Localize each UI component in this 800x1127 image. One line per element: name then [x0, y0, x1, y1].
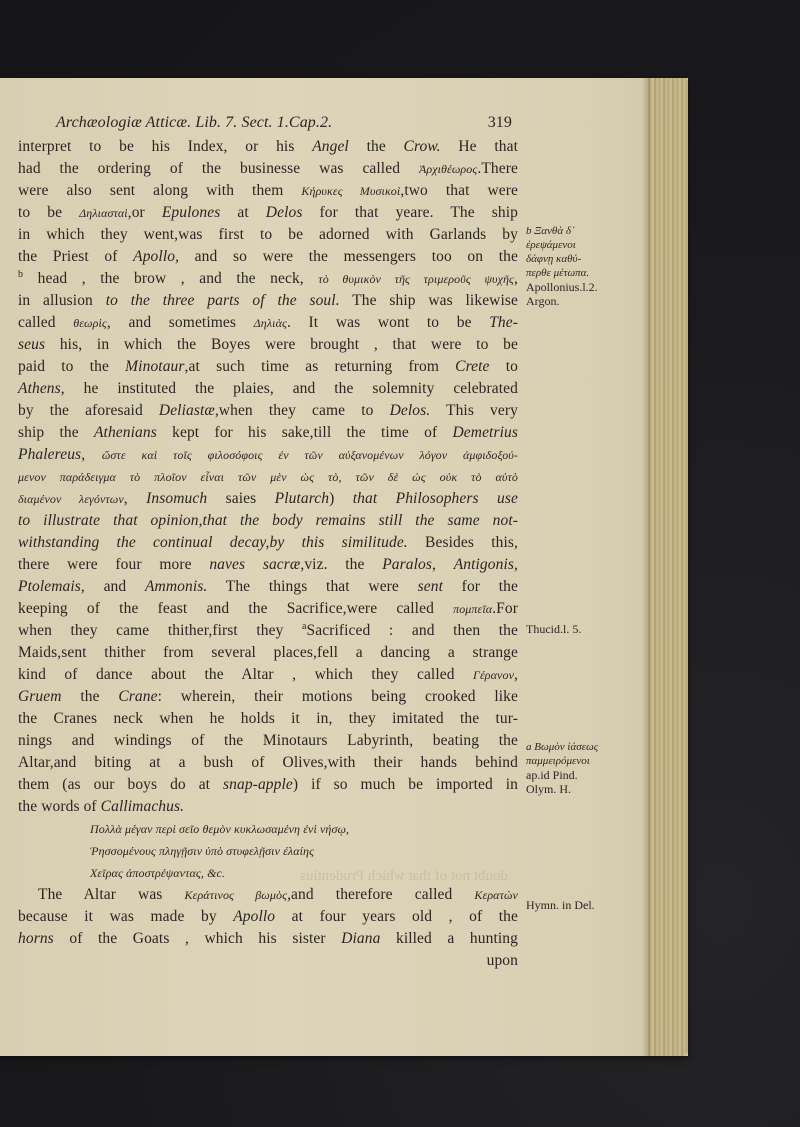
text-run: them (as our boys do at	[18, 776, 223, 793]
margin-note-line: Apollonius.l.2.	[526, 280, 598, 294]
text-line	[18, 356, 518, 378]
text-run: ship the	[18, 424, 94, 441]
text-line	[18, 510, 518, 532]
text-run: ,and therefore called	[287, 886, 475, 903]
text-run: .For	[492, 600, 518, 617]
text-run: because it was made by	[18, 908, 234, 925]
text-run: ,two that were	[400, 182, 518, 199]
text-run: The ship was likewise	[339, 292, 518, 309]
quotation-line: Πολλὰ μέγαν περὶ σεῖο θεμὸν κυκλωσαμένη ἐνὶ νήσῳ,	[90, 822, 350, 836]
text-run: when they came thither,first they	[18, 622, 302, 639]
text-line	[18, 730, 518, 752]
text-run: snap-apple	[223, 776, 293, 793]
note-pind	[526, 768, 578, 796]
text-run: keeping of the feast and the Sacrifice,were called	[18, 600, 454, 617]
text-run: Maids,sent thither from several places,fell a dancing a strange	[18, 644, 518, 661]
text-run: ,	[81, 446, 102, 463]
text-run: ,viz. the	[300, 556, 383, 573]
text-run: Insomuch	[146, 490, 208, 507]
text-run: ,	[514, 270, 518, 287]
text-run: kept for his sake,till the time of	[156, 424, 453, 441]
text-line	[18, 466, 518, 488]
text-run: Ptolemais	[18, 578, 81, 595]
text-line	[18, 906, 518, 928]
margin-note-line: περθε μέτωπα.	[526, 267, 590, 279]
callimachus-quotation	[18, 818, 518, 884]
text-line	[18, 884, 518, 906]
main-text-column	[18, 112, 518, 972]
text-run: there were four more	[18, 556, 210, 573]
text-run: the	[348, 138, 404, 155]
text-run: to illustrate that opinion,that the body remains still the same not-	[18, 512, 518, 529]
text-run: withstanding the continual decay,by this similitude.	[18, 534, 408, 551]
text-run: , and so were the messengers too on the	[175, 248, 518, 265]
margin-note-line: Olym. H.	[526, 782, 571, 796]
greek-text: Κήρυκες Μυσικοὶ	[301, 184, 401, 198]
text-run: ,	[514, 666, 518, 683]
text-line	[18, 752, 518, 774]
text-run: The Altar was	[38, 886, 185, 903]
text-run: naves sacræ	[209, 556, 301, 573]
greek-text: Κερατὼν	[474, 888, 518, 902]
greek-text: Κεράτινος βωμὸς	[184, 888, 288, 902]
greek-text: Γέρανον	[473, 668, 515, 682]
page-number: 319	[487, 114, 512, 131]
text-run: Apollo	[133, 248, 176, 265]
text-line	[18, 378, 518, 400]
text-line	[18, 620, 518, 642]
text-run: Athens	[18, 380, 61, 397]
text-run: for that yeare. The ship	[302, 204, 518, 221]
greek-text: τὸ θυμικὸν τῆς τριμεροῦς ψυχῆς	[318, 272, 515, 286]
footnote-marker: a	[302, 620, 307, 632]
text-run: seus	[18, 336, 46, 353]
text-run: , he instituted the plaies, and the solemnity celebrated	[60, 380, 518, 397]
text-run: that Philosophers use	[352, 490, 518, 507]
text-run: the	[61, 688, 119, 705]
text-run: Sacrificed : and then the	[306, 622, 518, 639]
text-line	[18, 928, 518, 950]
text-run: ,	[123, 490, 147, 507]
text-line	[18, 642, 518, 664]
text-line	[18, 444, 518, 466]
margin-note-line: ap.id Pind.	[526, 768, 578, 782]
greek-text: Δηλιὰς	[253, 316, 287, 330]
text-run: : wherein, their motions being crooked like	[157, 688, 519, 705]
text-run: the Cranes neck when he holds it in, they imitated the tur-	[18, 710, 518, 727]
margin-note-line: δάφνῃ καθύ-	[526, 253, 582, 265]
text-line	[18, 554, 518, 576]
show-through-text: doubt not of that which Prudentius	[300, 868, 508, 884]
greek-text: πομπεῖα	[453, 602, 493, 616]
margin-note-line: b Ξανθὰ δ᾽	[526, 225, 575, 237]
text-run: the words of	[18, 798, 101, 815]
text-run: killed a hunting	[380, 930, 518, 947]
running-head	[18, 112, 518, 136]
text-line	[18, 796, 518, 818]
text-run: Gruem	[18, 688, 62, 705]
body-paragraph	[18, 136, 518, 818]
text-run: ,at such time as returning from	[184, 358, 456, 375]
quotation-line: Ῥησσομένους πληγῇσιν ὑπὸ στυφελῇσιν ἐλαίης	[90, 844, 315, 858]
text-run: in allusion	[18, 292, 106, 309]
text-line	[18, 708, 518, 730]
note-hymn	[526, 898, 595, 912]
text-run: Athenians	[93, 424, 157, 441]
note-apollonius	[526, 280, 598, 308]
margin-note-line: παμμειρόμενοι	[526, 755, 590, 767]
text-line	[18, 664, 518, 686]
quotation-line: Χεῖρας ἀποστρέψαντας, &c.	[90, 866, 226, 880]
text-run: for the	[442, 578, 518, 595]
text-run: to	[489, 358, 518, 375]
text-run: Deliastæ	[158, 402, 215, 419]
margin-note-line: Thucid.l. 5.	[526, 622, 582, 636]
text-line	[18, 202, 518, 224]
page-fore-edge	[648, 78, 688, 1056]
text-run: Demetrius	[452, 424, 518, 441]
text-run: paid to the	[18, 358, 126, 375]
text-line	[18, 290, 518, 312]
text-run: sent	[417, 578, 443, 595]
text-run: This very	[430, 402, 518, 419]
greek-text: μενον παράδειγμα τὸ πλοῖον εἶναι τῶν μὲν ὡς τὸ, τῶν δὲ ὡς οὐκ τὸ αὐτὸ	[18, 470, 518, 484]
text-run: ,when they came to	[214, 402, 390, 419]
text-line	[18, 334, 518, 356]
text-run: Diana	[341, 930, 381, 947]
text-run: )	[329, 490, 353, 507]
text-line	[18, 774, 518, 796]
text-line	[18, 312, 518, 334]
book-page	[0, 78, 688, 1056]
text-run: Minotaur	[125, 358, 185, 375]
text-run: .There	[477, 160, 518, 177]
text-line	[18, 422, 518, 444]
text-run: ,	[514, 556, 518, 573]
text-run: the Priest of	[18, 248, 134, 265]
margin-note-line: a Βωμὸν ἰάσεως	[526, 741, 599, 753]
text-line	[18, 268, 518, 290]
text-run: Epulones	[161, 204, 221, 221]
text-run: head , the brow , and the neck,	[23, 270, 319, 287]
text-line	[18, 598, 518, 620]
catchword: upon	[486, 952, 518, 969]
text-run: Ammonis.	[144, 578, 208, 595]
text-line	[18, 488, 518, 510]
margin-note-line: ἐρεψάμενοι	[526, 239, 576, 251]
text-run: by the aforesaid	[18, 402, 159, 419]
text-line	[18, 180, 518, 202]
text-run: to be	[18, 204, 80, 221]
greek-text: ὥστε καὶ τοῖς φιλοσόφοις ἐν τῶν αὐξανομένων λόγον ἀμφιδοξού-	[101, 448, 519, 462]
text-run: Antigonis	[453, 556, 515, 573]
running-head-title: Archæologiæ Atticæ. Lib. 7. Sect. 1.Cap.2.	[56, 114, 333, 131]
text-run: Phalereus	[18, 446, 82, 463]
text-run: , and	[80, 578, 145, 595]
text-run: called	[18, 314, 74, 331]
greek-text: Δηλιασταὶ	[79, 206, 128, 220]
text-line	[18, 576, 518, 598]
greek-text: διαμένον λεγόντων	[18, 492, 124, 506]
greek-text: Ἀρχιθέωρος	[418, 162, 478, 176]
text-run: He that	[440, 138, 518, 155]
note-a-greek	[526, 740, 598, 768]
text-run: at four years old , of the	[275, 908, 518, 925]
text-line	[18, 532, 518, 554]
text-run: Crane	[118, 688, 158, 705]
text-run: Apollo	[233, 908, 276, 925]
text-run: Besides this,	[407, 534, 518, 551]
text-run: Callimachus.	[100, 798, 185, 815]
greek-text: θεωρὶς	[73, 316, 107, 330]
margin-note-line: Argon.	[526, 294, 560, 308]
text-run: interpret to be his Index, or his	[18, 138, 313, 155]
text-line	[18, 400, 518, 422]
note-thucid	[526, 622, 581, 636]
text-run: , and sometimes	[106, 314, 254, 331]
text-run: ,	[432, 556, 454, 573]
text-run: Delos.	[389, 402, 431, 419]
text-run: Crow.	[403, 138, 441, 155]
text-run: horns	[18, 930, 54, 947]
text-line	[18, 136, 518, 158]
text-run: in which they went,was first to be adorned with Garlands by	[18, 226, 518, 243]
text-run: Delos	[265, 204, 303, 221]
text-run: at	[220, 204, 266, 221]
text-run: Altar,and biting at a bush of Olives,with their hands behind	[18, 754, 518, 771]
note-b-greek	[526, 224, 589, 280]
text-run: Paralos	[382, 556, 432, 573]
text-line	[18, 158, 518, 180]
margin-note-line: Hymn. in Del.	[526, 898, 595, 912]
text-run: were also sent along with them	[18, 182, 302, 199]
text-run: Angel	[312, 138, 349, 155]
text-run: Plutarch	[274, 490, 330, 507]
closing-paragraph	[18, 884, 518, 950]
text-run: . It was wont to be	[286, 314, 490, 331]
text-run: The things that were	[207, 578, 418, 595]
text-run: Crete	[455, 358, 490, 375]
text-run: The-	[489, 314, 519, 331]
text-run: kind of dance about the Altar , which they called	[18, 666, 474, 683]
text-run: his, in which the Boyes were brought , that were to be	[45, 336, 518, 353]
footnote-marker: b	[18, 268, 24, 280]
text-line	[18, 686, 518, 708]
text-run: had the ordering of the businesse was called	[18, 160, 419, 177]
text-run: to the three parts of the soul.	[105, 292, 340, 309]
text-run: saies	[207, 490, 275, 507]
text-line	[18, 246, 518, 268]
text-run: ,or	[127, 204, 162, 221]
text-run: of the Goats , which his sister	[53, 930, 342, 947]
text-line	[18, 224, 518, 246]
text-run: nings and windings of the Minotaurs Labyrinth, beating the	[18, 732, 518, 749]
text-run: ) if so much be imported in	[292, 776, 518, 793]
